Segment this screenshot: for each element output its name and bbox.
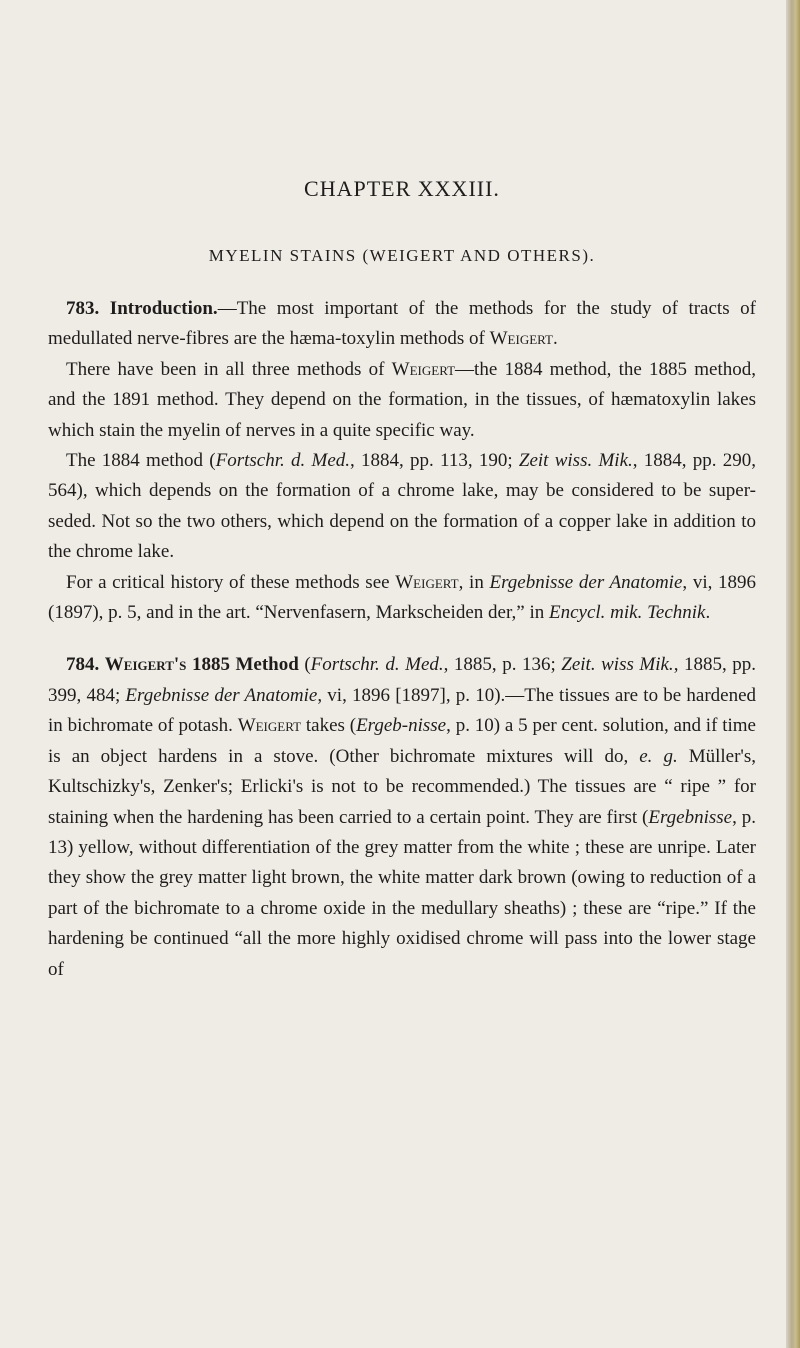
text-span: There have been in all three methods of — [66, 358, 392, 380]
section-number-784 — [66, 654, 299, 675]
section-number-783: 783. Introduction. — [66, 298, 218, 319]
text-span: ( — [298, 654, 311, 676]
paragraph-783-intro — [48, 294, 756, 355]
text-span: 1885 Method — [186, 654, 299, 676]
book-page — [42, 0, 762, 1348]
author-name: Weigert — [489, 328, 553, 350]
text-span: Müller's, Kultschizky's, Zenker's; Erlicki's is not to be recommended.) The tissues are “ ripe ” for staining when the hardening has been carried to a certain point. They are first ( — [48, 745, 756, 828]
reference-title: Ergeb-nisse — [356, 715, 447, 737]
paragraph-1884-method — [48, 446, 756, 568]
reference-title: Zeit wiss. Mik. — [518, 450, 633, 472]
chapter-subtitle: MYELIN STAINS (WEIGERT AND OTHERS). — [208, 246, 596, 265]
chapter-title: CHAPTER XXXIII. — [304, 176, 500, 201]
reference-title: Fortschr. d. Med. — [215, 450, 351, 472]
text-span: , 1885, p. 136; — [443, 654, 562, 676]
text-span: , in — [458, 571, 490, 593]
text-span: takes ( — [301, 715, 357, 737]
text-span: , 1884, pp. 290, 564), which depends on the formation of a chrome lake, may be considered to be super-seded. Not so the two others, which depend on the formation of a copper lake in addition to the chrome lake. — [48, 450, 757, 563]
body-text — [48, 294, 756, 985]
page-edge — [786, 0, 800, 1348]
text-span: , 1885, pp. 399, 484; — [48, 654, 756, 706]
abbreviation: e. g. — [639, 745, 678, 767]
text-span: 784. — [66, 654, 105, 676]
text-span: . — [553, 328, 558, 350]
paragraph-three-methods — [48, 355, 756, 446]
text-span: —The most important of the methods for the study of tracts of medullated nerve-fibres are the hæma-toxylin methods of — [48, 298, 756, 350]
text-span: , p. 10) a 5 per cent. solution, and if time is an object hardens in a stove. (Other bichromate mixtures will do, — [48, 715, 756, 767]
reference-title: Zeit. wiss Mik. — [561, 654, 674, 676]
paragraph-critical-history — [48, 568, 756, 629]
author-name: Weigert — [391, 358, 456, 380]
text-span: For a critical history of these methods see — [66, 571, 396, 593]
reference-title: Ergebnisse der Anatomie — [125, 684, 318, 706]
paragraph-784-method — [48, 650, 756, 984]
author-name: Weigert — [237, 715, 302, 737]
author-name: Weigert's — [104, 654, 187, 676]
text-span: , vi, 1896 (1897), p. 5, and in the art. “Nervenfasern, Markscheiden der,” in — [48, 571, 757, 624]
text-span: , p. 13) yellow, without differentiation of the grey matter from the white ; these are unripe. Later they show the grey matter light brown, the white matter dark brown (owing to reduction of a part of the bichromate to a chrome oxide in the medullary sheaths) ; these are “ripe.” If the hardening be continued “all the more highly oxidised chrome will pass into the lower stage of — [48, 806, 756, 980]
reference-title: Ergebnisse der Anatomie — [489, 571, 683, 593]
reference-title: Ergebnisse — [648, 806, 733, 828]
author-name: Weigert — [395, 571, 459, 593]
text-span: , 1884, pp. 113, 190; — [350, 450, 519, 472]
text-span: —the 1884 method, the 1885 method, and the 1891 method. They depend on the formation, in the tissues, of hæmatoxylin lakes which stain the myelin of nerves in a quite specific way. — [48, 358, 756, 441]
text-span: The 1884 method ( — [66, 450, 216, 472]
text-span: . — [705, 602, 711, 624]
reference-title: Fortschr. d. Med. — [310, 654, 444, 676]
reference-title: Encycl. mik. Technik — [548, 602, 706, 624]
text-span: , vi, 1896 [1897], p. 10).—The tissues are to be hardened in bichromate of potash. — [48, 684, 757, 737]
